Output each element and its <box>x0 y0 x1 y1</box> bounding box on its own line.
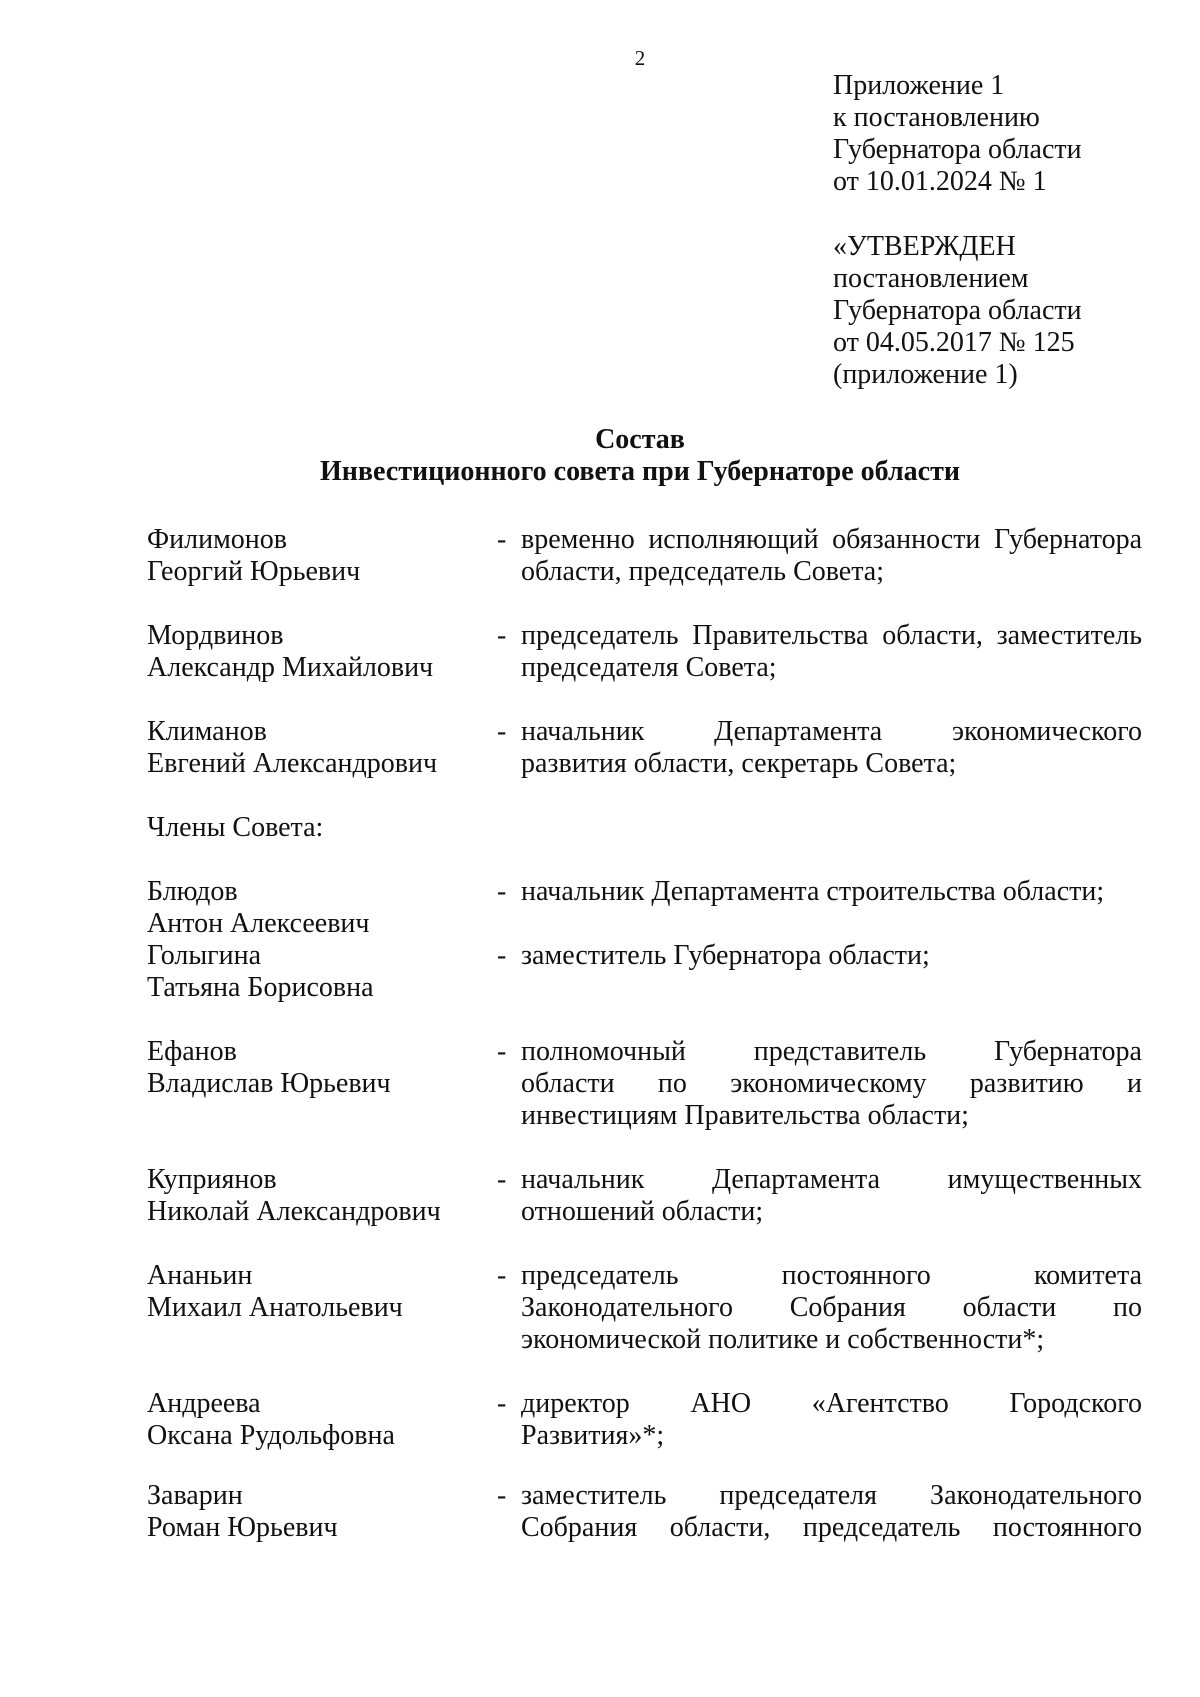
surname: Климанов <box>147 716 267 747</box>
role-line: директор АНО «Агентство Городского <box>521 1388 1142 1419</box>
person-role <box>521 1164 1142 1228</box>
role-line: заместитель председателя Законодательного <box>521 1480 1142 1511</box>
role-line: Законодательного Собрания области по <box>521 1292 1142 1323</box>
given-names: Татьяна Борисовна <box>147 972 374 1003</box>
person-name <box>147 716 495 780</box>
roster-entry <box>147 1480 1142 1544</box>
approved-header <box>833 231 1173 391</box>
surname: Мордвинов <box>147 620 284 651</box>
surname: Филимонов <box>147 524 287 555</box>
person-name <box>147 524 495 588</box>
approved-line: постановлением <box>833 263 1029 294</box>
title-line-1: Состав <box>595 424 685 455</box>
title-line-2: Инвестиционного совета при Губернаторе области <box>319 456 960 487</box>
role-line: области, председатель Совета; <box>521 556 885 587</box>
dash-separator: - <box>497 876 507 907</box>
roster-entry <box>147 1260 1142 1356</box>
roster-entry <box>147 1036 1142 1132</box>
given-names: Роман Юрьевич <box>147 1512 338 1543</box>
council-roster <box>147 524 1142 1544</box>
person-name <box>147 1164 495 1228</box>
given-names: Георгий Юрьевич <box>147 556 361 587</box>
dash-separator: - <box>497 1388 507 1419</box>
person-role <box>521 524 1142 588</box>
person-name <box>147 1260 495 1356</box>
members-label: Члены Совета: <box>147 812 324 843</box>
dash-separator: - <box>497 1480 507 1511</box>
person-role <box>521 1388 1142 1452</box>
appendix-line: Приложение 1 <box>833 70 1005 101</box>
given-names: Евгений Александрович <box>147 748 438 779</box>
dash-separator: - <box>497 716 507 747</box>
appendix-line: Губернатора области <box>833 134 1082 165</box>
page-number: 2 <box>634 46 646 70</box>
dash-separator: - <box>497 1260 507 1291</box>
surname: Голыгина <box>147 940 262 971</box>
person-role <box>521 716 1142 780</box>
roster-entry <box>147 716 1142 780</box>
role-line: полномочный представитель Губернатора <box>521 1036 1142 1067</box>
person-role <box>521 876 1142 940</box>
role-line: председателя Совета; <box>521 652 777 683</box>
roster-entry <box>147 1164 1142 1228</box>
dash-separator: - <box>497 524 507 555</box>
role-line: начальник Департамента строительства области; <box>521 876 1105 907</box>
surname: Заварин <box>147 1480 243 1511</box>
person-name <box>147 940 495 1004</box>
person-name <box>147 1388 495 1452</box>
roster-entry <box>147 1388 1142 1452</box>
appendix-line: к постановлению <box>833 102 1040 133</box>
role-line: развития области, секретарь Совета; <box>521 748 957 779</box>
role-line: Развития»*; <box>521 1420 665 1451</box>
approved-line: от 04.05.2017 № 125 <box>833 327 1075 358</box>
role-line: председатель Правительства области, заместитель <box>521 620 1142 651</box>
document-title <box>0 424 1200 488</box>
person-role <box>521 1036 1142 1132</box>
person-role <box>521 620 1142 684</box>
role-line: области по экономическому развитию и <box>521 1068 1142 1099</box>
roster-entry <box>147 524 1142 588</box>
role-line: начальник Департамента экономического <box>521 716 1142 747</box>
roster-entry <box>147 876 1142 940</box>
role-line: председатель постоянного комитета <box>521 1260 1142 1291</box>
approved-line: «УТВЕРЖДЕН <box>833 231 1016 262</box>
given-names: Оксана Рудольфовна <box>147 1420 395 1451</box>
roster-entry <box>147 940 1142 1004</box>
appendix-header <box>833 70 1173 198</box>
given-names: Александр Михайлович <box>147 652 434 683</box>
dash-separator: - <box>497 1036 507 1067</box>
person-role <box>521 1260 1142 1356</box>
given-names: Михаил Анатольевич <box>147 1292 403 1323</box>
role-line: экономической политике и собственности*; <box>521 1324 1045 1355</box>
dash-separator: - <box>497 620 507 651</box>
role-line: Собрания области, председатель постоянного <box>521 1512 1142 1543</box>
person-name <box>147 620 495 684</box>
surname: Ефанов <box>147 1036 237 1067</box>
role-line: отношений области; <box>521 1196 764 1227</box>
role-line: временно исполняющий обязанности Губернатора <box>521 524 1142 555</box>
dash-separator: - <box>497 940 507 971</box>
surname: Андреева <box>147 1388 261 1419</box>
person-name <box>147 1480 495 1544</box>
appendix-line: от 10.01.2024 № 1 <box>833 166 1047 197</box>
dash-separator: - <box>497 1164 507 1195</box>
person-role <box>521 940 1142 1004</box>
given-names: Николай Александрович <box>147 1196 441 1227</box>
surname: Блюдов <box>147 876 238 907</box>
role-line: начальник Департамента имущественных <box>521 1164 1142 1195</box>
approved-line: Губернатора области <box>833 295 1082 326</box>
surname: Куприянов <box>147 1164 277 1195</box>
roster-entry <box>147 620 1142 684</box>
role-line: инвестициям Правительства области; <box>521 1100 969 1131</box>
surname: Ананьин <box>147 1260 253 1291</box>
role-line: заместитель Губернатора области; <box>521 940 930 971</box>
approved-line: (приложение 1) <box>833 359 1018 390</box>
given-names: Владислав Юрьевич <box>147 1068 391 1099</box>
person-name <box>147 1036 495 1132</box>
person-name <box>147 876 495 940</box>
given-names: Антон Алексеевич <box>147 908 370 939</box>
person-role <box>521 1480 1142 1544</box>
